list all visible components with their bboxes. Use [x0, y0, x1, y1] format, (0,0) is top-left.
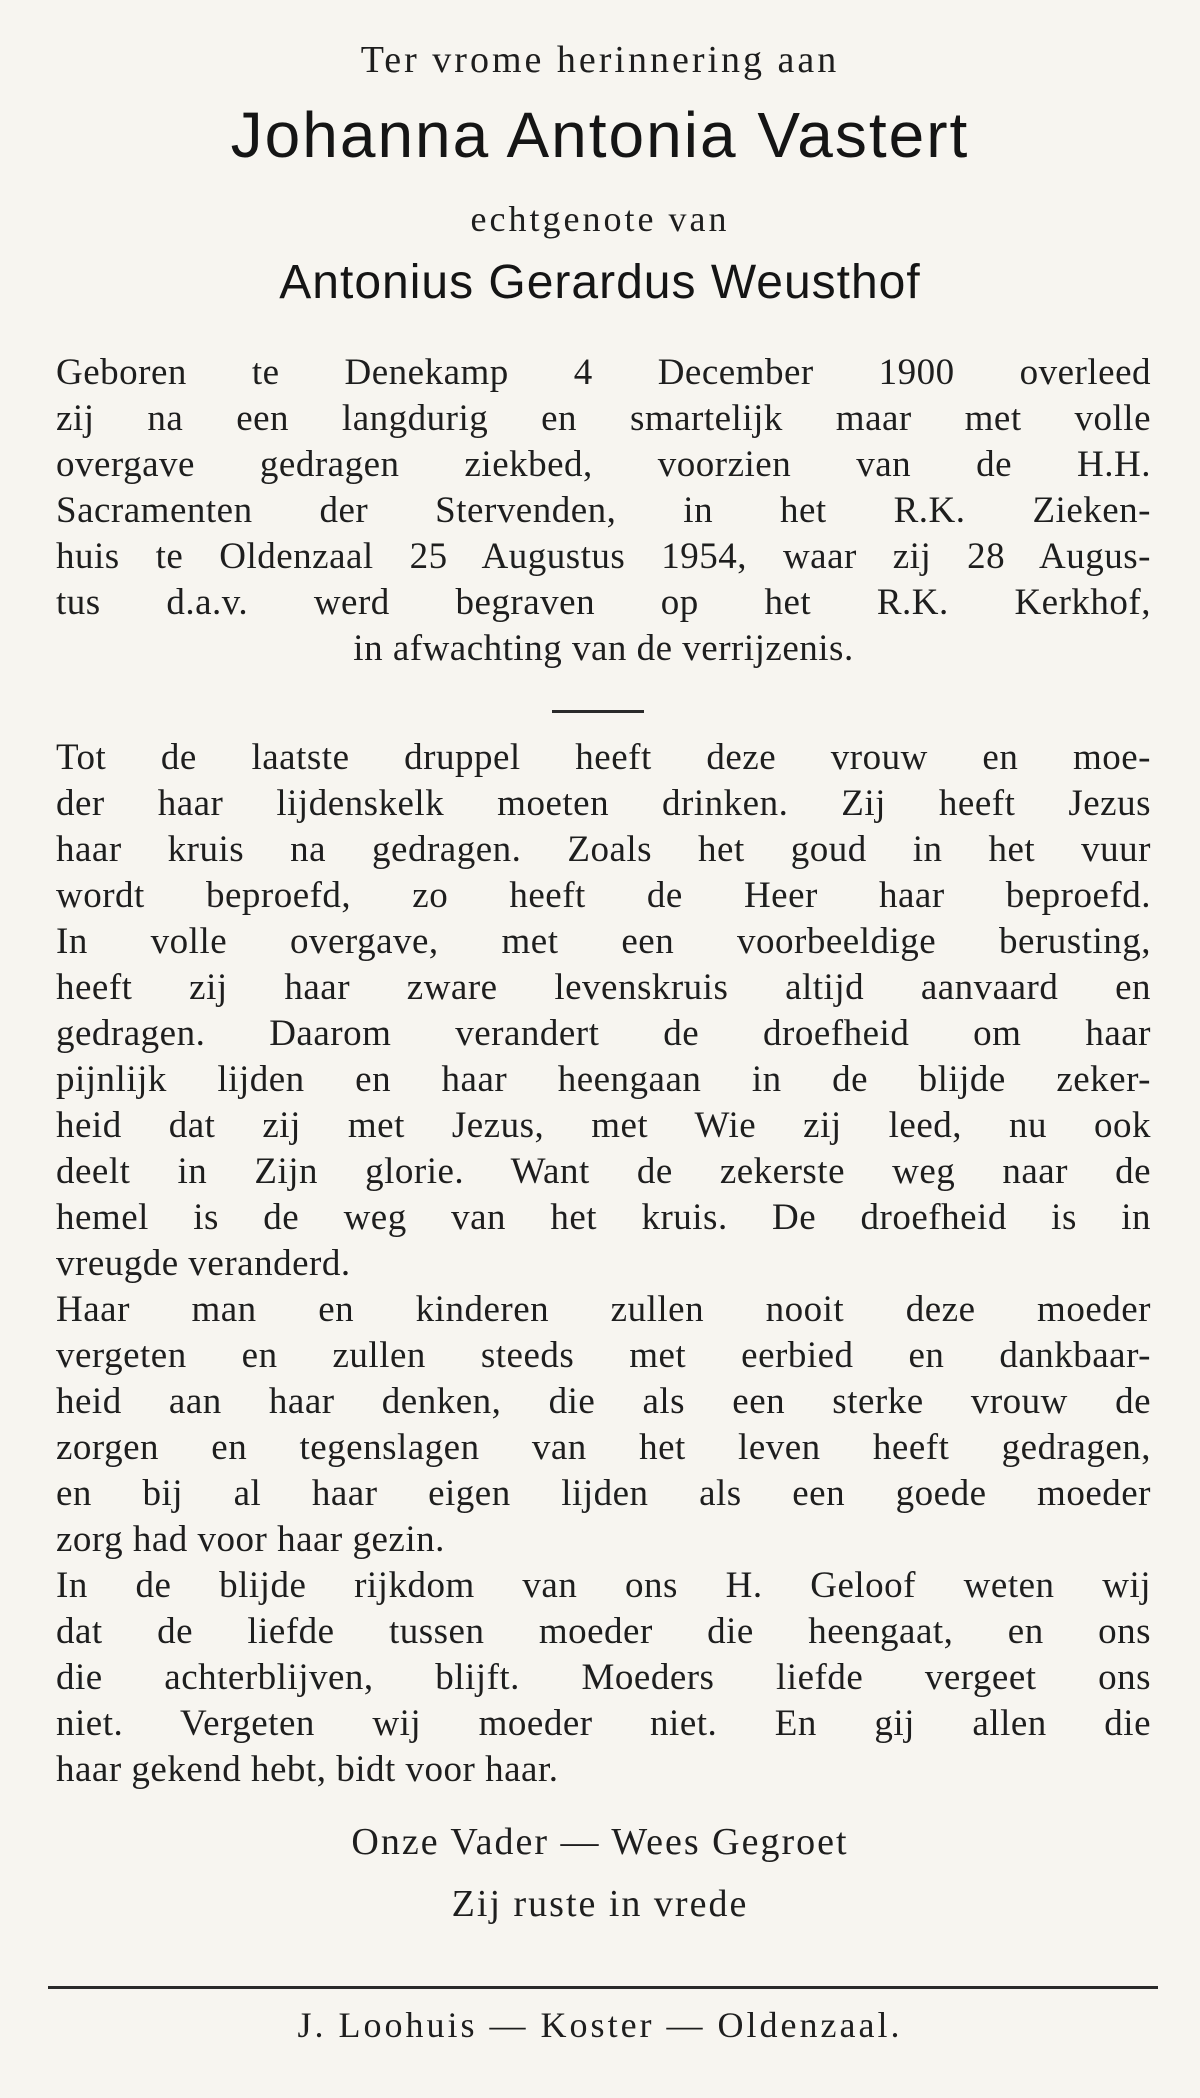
deceased-name: Johanna Antonia Vastert — [230, 99, 970, 171]
text-line: en bij al haar eigen lijden als een goede moeder — [56, 1473, 1151, 1514]
text-line: der haar lijdenskelk moeten drinken. Zij heeft Jezus — [56, 783, 1151, 824]
bio-line: Sacramenten der Stervenden, in het R.K. Zieken- — [56, 490, 1151, 531]
text-line: niet. Vergeten wij moeder niet. En gij allen die — [56, 1703, 1151, 1744]
text-line: In volle overgave, met een voorbeeldige berusting, — [56, 921, 1151, 962]
text-line: wordt beproefd, zo heeft de Heer haar beproefd. — [56, 875, 1151, 916]
bio-line: huis te Oldenzaal 25 Augustus 1954, waar zij 28 Augus- — [56, 536, 1151, 577]
text-line: heid aan haar denken, die als een sterke vrouw de — [56, 1381, 1151, 1422]
text-line: Tot de laatste druppel heeft deze vrouw en moe- — [56, 737, 1151, 778]
text-line: deelt in Zijn glorie. Want de zekerste weg naar de — [56, 1151, 1151, 1192]
text-line: In de blijde rijkdom van ons H. Geloof weten wij — [56, 1565, 1151, 1606]
prayer-line: Onze Vader — Wees Gegroet — [351, 1821, 849, 1863]
text-line: heeft zij haar zware levenskruis altijd aanvaard en — [56, 967, 1151, 1008]
memorial-text — [56, 735, 1151, 1793]
text-line: haar gekend hebt, bidt voor haar. — [56, 1749, 559, 1790]
bio-line: tus d.a.v. werd begraven op het R.K. Kerkhof, — [56, 582, 1151, 623]
spouse-intro-line: echtgenote van — [470, 199, 730, 239]
text-line: vergeten en zullen steeds met eerbied en dankbaar- — [56, 1335, 1151, 1376]
text-line: gedragen. Daarom verandert de droefheid om haar — [56, 1013, 1151, 1054]
text-line: dat de liefde tussen moeder die heengaat, en ons — [56, 1611, 1151, 1652]
section-divider — [552, 710, 644, 713]
bio-line: zij na een langdurig en smartelijk maar met volle — [56, 398, 1151, 439]
text-line: Haar man en kinderen zullen nooit deze moeder — [56, 1289, 1151, 1330]
footer-rule — [48, 1986, 1158, 1989]
text-line: pijnlijk lijden en haar heengaan in de blijde zeker- — [56, 1059, 1151, 1100]
text-line: vreugde veranderd. — [56, 1243, 351, 1284]
text-line: zorgen en tegenslagen van het leven heeft gedragen, — [56, 1427, 1151, 1468]
text-line: haar kruis na gedragen. Zoals het goud in het vuur — [56, 829, 1151, 870]
spouse-name: Antonius Gerardus Weusthof — [279, 256, 921, 309]
printer-credit: J. Loohuis — Koster — Oldenzaal. — [297, 2005, 903, 2045]
text-line: heid dat zij met Jezus, met Wie zij leed, nu ook — [56, 1105, 1151, 1146]
biography-paragraph — [56, 350, 1151, 672]
text-line: die achterblijven, blijft. Moeders liefde vergeet ons — [56, 1657, 1151, 1698]
intro-line: Ter vrome herinnering aan — [360, 39, 840, 81]
rest-in-peace-line: Zij ruste in vrede — [451, 1883, 749, 1925]
text-line: hemel is de weg van het kruis. De droefheid is in — [56, 1197, 1151, 1238]
bio-line: Geboren te Denekamp 4 December 1900 overleed — [56, 352, 1151, 393]
bio-line: overgave gedragen ziekbed, voorzien van de H.H. — [56, 444, 1151, 485]
bio-line: in afwachting van de verrijzenis. — [353, 628, 854, 669]
text-line: zorg had voor haar gezin. — [56, 1519, 445, 1560]
